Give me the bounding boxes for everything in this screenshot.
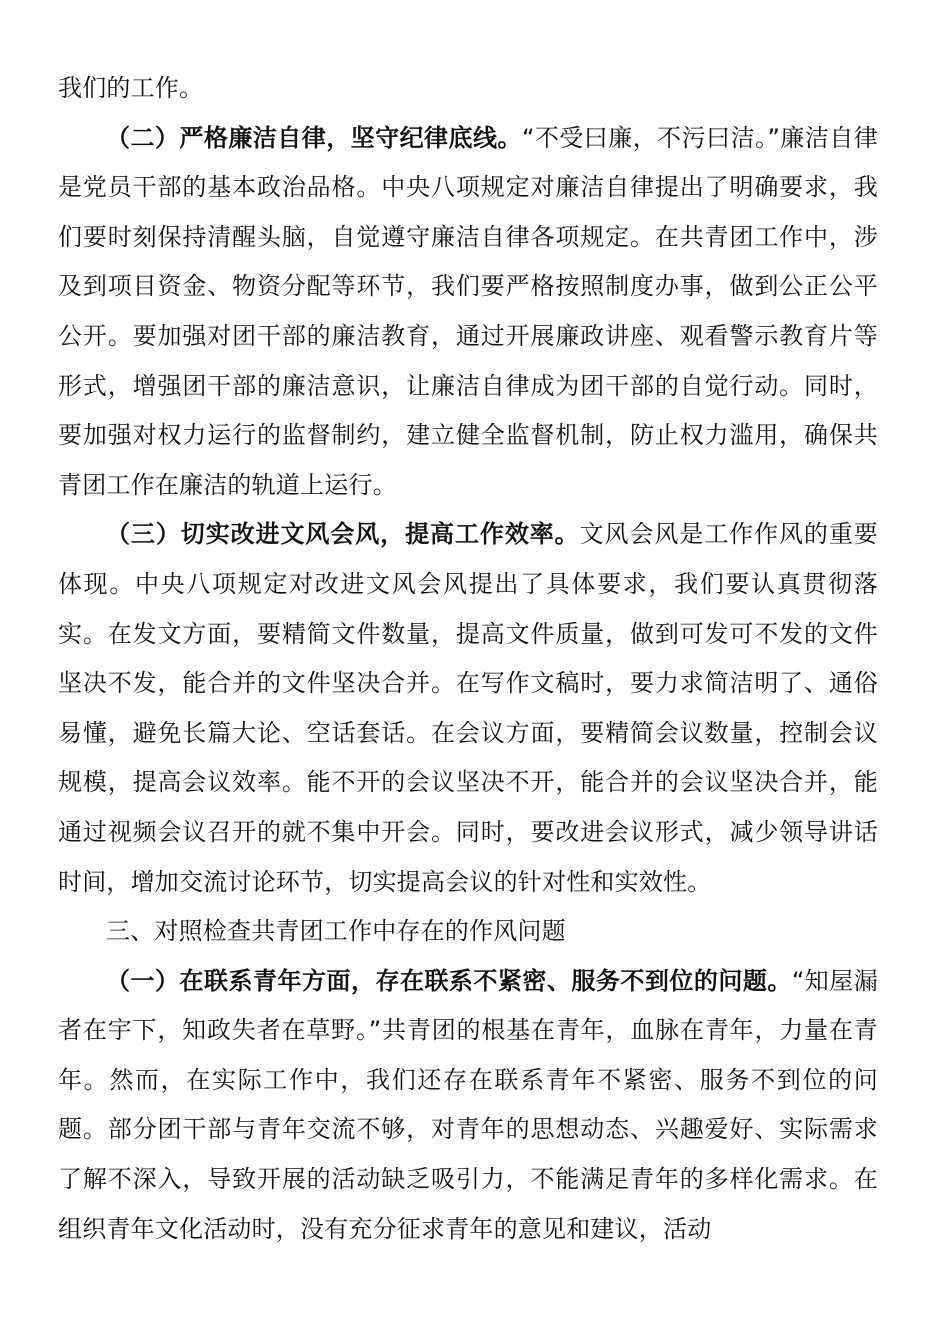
section-heading-text: 三、对照检查共青团工作中存在的作风问题	[106, 917, 566, 946]
subsection-heading: （二）严格廉洁自律，坚守纪律底线。	[106, 123, 522, 152]
subsection-paragraph-3	[58, 510, 878, 907]
section-heading	[58, 907, 878, 957]
subsection-heading: （三）切实改进文风会风，提高工作效率。	[106, 520, 580, 549]
paragraph-text: 文风会风是工作作风的重要体现。中央八项规定对改进文风会风提出了具体要求，我们要认真贯彻落实。在发文方面，要精简文件数量，提高文件质量，做到可发可不发的文件坚决不发，能合并的文件坚决合并。在写作文稿时，要力求简洁明了、通俗易懂，避免长篇大论、空话套话。在会议方面，要精简会议数量，控制会议规模，提高会议效率。能不开的会议坚决不开，能合并的会议坚决合并，能通过视频会议召开的就不集中开会。同时，要改进会议形式，减少领导讲话时间，增加交流讨论环节，切实提高会议的针对性和实效性。	[58, 520, 878, 896]
subsection-heading: （一）在联系青年方面，存在联系不紧密、服务不到位的问题。	[106, 966, 792, 995]
subsection-paragraph-2	[58, 114, 878, 511]
paragraph-text: “不受曰廉，不污曰洁。”廉洁自律是党员干部的基本政治品格。中央八项规定对廉洁自律提出了明确要求，我们要时刻保持清醒头脑，自觉遵守廉洁自律各项规定。在共青团工作中，涉及到项目资金、物资分配等环节，我们要严格按照制度办事，做到公正公平公开。要加强对团干部的廉洁教育，通过开展廉政讲座、观看警示教育片等形式，增强团干部的廉洁意识，让廉洁自律成为团干部的自觉行动。同时，要加强对权力运行的监督制约，建立健全监督机制，防止权力滥用，确保共青团工作在廉洁的轨道上运行。	[58, 123, 878, 499]
paragraph-text: 我们的工作。	[58, 74, 204, 102]
continuation-paragraph	[58, 64, 878, 114]
paragraph-text: “知屋漏者在宇下，知政失者在草野。”共青团的根基在青年，血脉在青年，力量在青年。然而，在实际工作中，我们还存在联系青年不紧密、服务不到位的问题。部分团干部与青年交流不够，对青年的思想动态、兴趣爱好、实际需求了解不深入，导致开展的活动缺乏吸引力，不能满足青年的多样化需求。在组织青年文化活动时，没有充分征求青年的意见和建议，活动	[58, 966, 878, 1243]
subsection-paragraph-1	[58, 957, 878, 1255]
document-body	[58, 64, 878, 1254]
